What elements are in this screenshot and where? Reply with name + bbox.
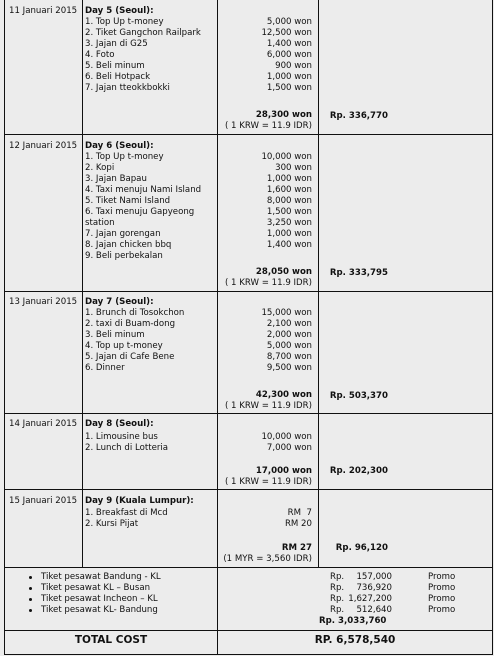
total-cost-label: TOTAL COST: [74, 634, 148, 646]
day-date: 13 Januari 2015: [9, 297, 78, 307]
row-divider: [5, 567, 492, 568]
ticket-label: Tiket pesawat KL – Busan: [41, 583, 151, 593]
item-label: 9. Beli perbekalan: [85, 251, 163, 261]
item-amount: 1,500 won: [266, 207, 312, 217]
day-date: 11 Januari 2015: [9, 6, 78, 16]
item-label: 7. Jajan gorengan: [85, 229, 161, 239]
column-divider-date: [82, 0, 83, 568]
item-label: station: [85, 218, 115, 228]
exchange-rate: ( 1 KRW = 11.9 IDR): [224, 121, 312, 131]
item-label: 1. Breakfast di Mcd: [85, 508, 168, 518]
day-total-idr: Rp. 336,770: [329, 111, 388, 121]
ticket-amount: 736,920: [356, 583, 392, 593]
item-amount: 5,000 won: [266, 17, 312, 27]
item-amount: 10,000 won: [261, 432, 312, 442]
row-divider: [5, 489, 492, 490]
exchange-rate: ( 1 KRW = 11.9 IDR): [224, 477, 312, 487]
bullet-icon: [29, 576, 32, 579]
day-subtotal: 42,300 won: [255, 390, 312, 400]
item-amount: 8,700 won: [266, 352, 312, 362]
item-label: 1. Limousine bus: [85, 432, 158, 442]
item-label: 4. Taxi menuju Nami Island: [85, 185, 202, 195]
item-amount: 900 won: [275, 61, 312, 71]
item-amount: 1,400 won: [266, 240, 312, 250]
item-amount: 5,000 won: [266, 341, 312, 351]
item-amount: 300 won: [275, 163, 312, 173]
item-label: 4. Top up t-money: [85, 341, 163, 351]
day-total-idr: Rp. 333,795: [329, 268, 388, 278]
ticket-label: Tiket pesawat KL- Bandung: [41, 605, 158, 615]
item-label: 6. Taxi menuju Gapyeong: [85, 207, 195, 217]
item-amount: 10,000 won: [261, 152, 312, 162]
item-label: 4. Foto: [85, 50, 115, 60]
item-label: 5. Beli minum: [85, 61, 145, 71]
row-divider: [5, 630, 492, 631]
item-amount: 1,000 won: [266, 174, 312, 184]
item-label: 7. Jajan tteokkbokki: [85, 83, 170, 93]
item-label: 2. Kopi: [85, 163, 115, 173]
tickets-total: Rp. 3,033,760: [319, 616, 387, 626]
exchange-rate: (1 MYR = 3,560 IDR): [223, 554, 312, 564]
item-label: 2. Lunch di Lotteria: [85, 443, 169, 453]
item-amount: 6,000 won: [266, 50, 312, 60]
item-amount: 1,500 won: [266, 83, 312, 93]
day-title: Day 5 (Seoul):: [85, 6, 154, 16]
row-divider: [5, 291, 492, 292]
row-divider: [5, 413, 492, 414]
ticket-currency: Rp.: [330, 583, 345, 593]
ticket-note: Promo: [428, 594, 456, 604]
exchange-rate: ( 1 KRW = 11.9 IDR): [224, 401, 312, 411]
ticket-currency: Rp.: [330, 594, 345, 604]
row-divider: [5, 134, 492, 135]
expense-table: [4, 0, 493, 655]
item-amount: RM 20: [284, 519, 312, 529]
item-label: 3. Jajan Bapau: [85, 174, 147, 184]
item-label: 2. taxi di Buam-dong: [85, 319, 176, 329]
item-label: 3. Jajan di G25: [85, 39, 148, 49]
item-amount: 2,000 won: [266, 330, 312, 340]
day-subtotal: RM 27: [281, 543, 312, 553]
item-amount: 3,250 won: [266, 218, 312, 228]
ticket-note: Promo: [428, 572, 456, 582]
exchange-rate: ( 1 KRW = 11.9 IDR): [224, 278, 312, 288]
bullet-icon: [29, 598, 32, 601]
item-label: 2. Tiket Gangchon Railpark: [85, 28, 201, 38]
item-amount: 15,000 won: [261, 308, 312, 318]
day-subtotal: 28,300 won: [255, 110, 312, 120]
day-title: Day 7 (Seoul):: [85, 297, 154, 307]
item-label: 5. Tiket Nami Island: [85, 196, 171, 206]
day-subtotal: 28,050 won: [255, 267, 312, 277]
day-subtotal: 17,000 won: [255, 466, 312, 476]
item-label: 5. Jajan di Cafe Bene: [85, 352, 175, 362]
item-amount: 9,500 won: [266, 363, 312, 373]
bullet-icon: [29, 609, 32, 612]
ticket-label: Tiket pesawat Incheon – KL: [41, 594, 158, 604]
item-label: 1. Top Up t-money: [85, 152, 164, 162]
day-date: 14 Januari 2015: [9, 419, 78, 429]
ticket-currency: Rp.: [330, 572, 345, 582]
item-amount: 8,000 won: [266, 196, 312, 206]
column-divider-items: [217, 0, 218, 654]
item-amount: 2,100 won: [266, 319, 312, 329]
item-amount: 7,000 won: [266, 443, 312, 453]
item-amount: 12,500 won: [261, 28, 312, 38]
ticket-label: Tiket pesawat Bandung - KL: [41, 572, 161, 582]
item-amount: RM 7: [287, 508, 312, 518]
item-amount: 1,000 won: [266, 229, 312, 239]
ticket-amount: 1,627,200: [348, 594, 392, 604]
item-amount: 1,600 won: [266, 185, 312, 195]
total-cost-value: RP. 6,578,540: [314, 634, 396, 646]
item-label: 8. Jajan chicken bbq: [85, 240, 172, 250]
day-title: Day 8 (Seoul):: [85, 419, 154, 429]
item-label: 3. Beli minum: [85, 330, 145, 340]
day-title: Day 9 (Kuala Lumpur):: [85, 496, 194, 506]
item-amount: 1,000 won: [266, 72, 312, 82]
ticket-amount: 512,640: [356, 605, 392, 615]
day-date: 12 Januari 2015: [9, 141, 78, 151]
item-label: 1. Top Up t-money: [85, 17, 164, 27]
item-amount: 1,400 won: [266, 39, 312, 49]
day-date: 15 Januari 2015: [9, 496, 78, 506]
day-total-idr: Rp. 202,300: [329, 466, 388, 476]
ticket-note: Promo: [428, 583, 456, 593]
day-title: Day 6 (Seoul):: [85, 141, 154, 151]
item-label: 2. Kursi Pijat: [85, 519, 139, 529]
bullet-icon: [29, 587, 32, 590]
day-total-idr: Rp. 503,370: [329, 391, 388, 401]
column-divider-amount: [318, 0, 319, 568]
item-label: 6. Beli Hotpack: [85, 72, 151, 82]
item-label: 1. Brunch di Tosokchon: [85, 308, 185, 318]
item-label: 6. Dinner: [85, 363, 125, 373]
day-total-idr: Rp. 96,120: [335, 543, 388, 553]
ticket-currency: Rp.: [330, 605, 345, 615]
ticket-note: Promo: [428, 605, 456, 615]
ticket-amount: 157,000: [356, 572, 392, 582]
